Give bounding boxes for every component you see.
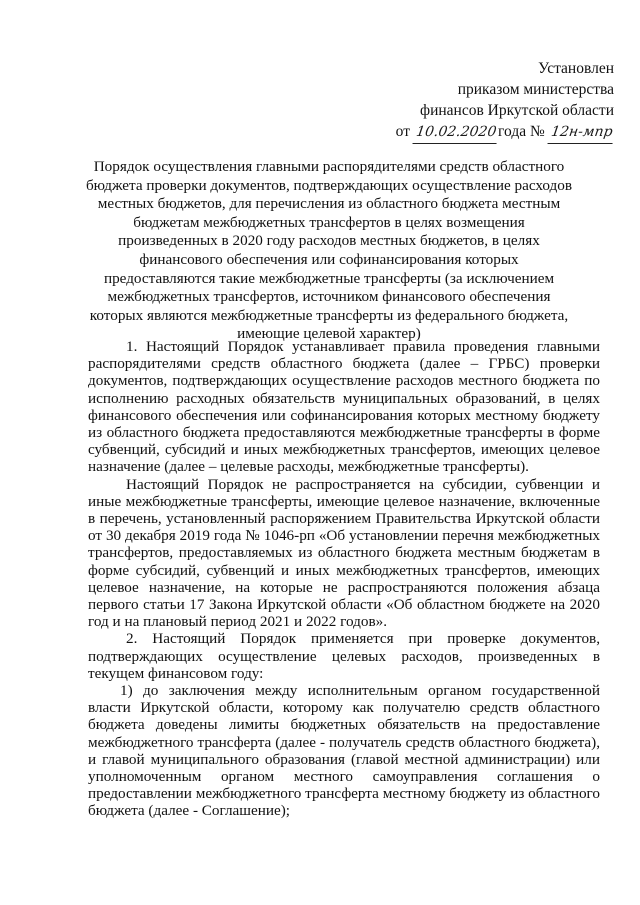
approval-year-label: года № <box>498 123 545 140</box>
document-title: Порядок осуществления главными распорядителями средств областного бюджета проверки документов, подтверждающих осуществление расходов местных бюджетов, для перечисления из областного бюджета местным бюджетам межбюджетных трансфертов в целях возмещения произведенных в 2020 году расходов местных бюджетов, в целях финансового обеспечения или софинансирования которых предоставляются такие межбюджетные трансферты (за исключением межбюджетных трансфертов, источником финансового обеспечения которых являются межбюджетные трансферты из федерального бюджета, имеющие целевой характер) <box>85 158 573 343</box>
handwritten-date: 10.02.2020 <box>412 122 499 144</box>
paragraph-1: 1. Настоящий Порядок устанавливает правила проведения главными распорядителями средств областного бюджета (далее – ГРБС) проверки документов, подтверждающих осуществление расходов местного бюджета по исполнению расходных обязательств муниципальных образований, в целях финансового обеспечения или софинансирования которых местному бюджету из областного бюджета предоставляются межбюджетные трансферты в форме субвенций, субсидий и иных межбюджетных трансфертов, имеющих целевое назначение (далее – целевые расходы, межбюджетные трансферты). <box>88 338 600 476</box>
paragraph-2: Настоящий Порядок не распространяется на субсидии, субвенции и иные межбюджетные трансферты, имеющие целевое назначение, включенные в перечень, установленный распоряжением Правительства Иркутской области от 30 декабря 2019 года № 1046-рп «Об установлении перечня межбюджетных трансфертов, предоставляемых из областного бюджета местным бюджетам в форме субсидий, субвенций и иных межбюджетных трансфертов, имеющих целевое назначение, на которые не распространяются положения абзаца первого статьи 17 Закона Иркутской области «Об областном бюджете на 2020 год и на плановый период 2021 и 2022 годов». <box>88 475 600 631</box>
approval-stamp-block <box>396 58 614 144</box>
approval-from-label: от <box>395 123 410 140</box>
approval-line-established: Установлен <box>538 60 614 77</box>
approval-date-line <box>396 121 614 144</box>
paragraph-3: 2. Настоящий Порядок применяется при проверке документов, подтверждающих осуществление целевых расходов, произведенных в текущем финансовом году: <box>88 630 600 682</box>
approval-line-ministry: финансов Иркутской области <box>420 102 614 119</box>
handwritten-order-number: 12н-мпр <box>547 122 615 144</box>
paragraph-4: 1) до заключения между исполнительным органом государственной власти Иркутской области, которому как получателю средств областного бюджета доведены лимиты бюджетных обязательств на предоставление межбюджетного трансферта (далее - получатель средств областного бюджета), и главой муниципального образования (главой местной администрации) или уполномоченным органом местного самоуправления соглашения о предоставлении межбюджетного трансферта местному бюджету из областного бюджета (далее - Соглашение); <box>88 682 600 820</box>
approval-line-order: приказом министерства <box>457 81 614 98</box>
document-body <box>88 338 600 820</box>
